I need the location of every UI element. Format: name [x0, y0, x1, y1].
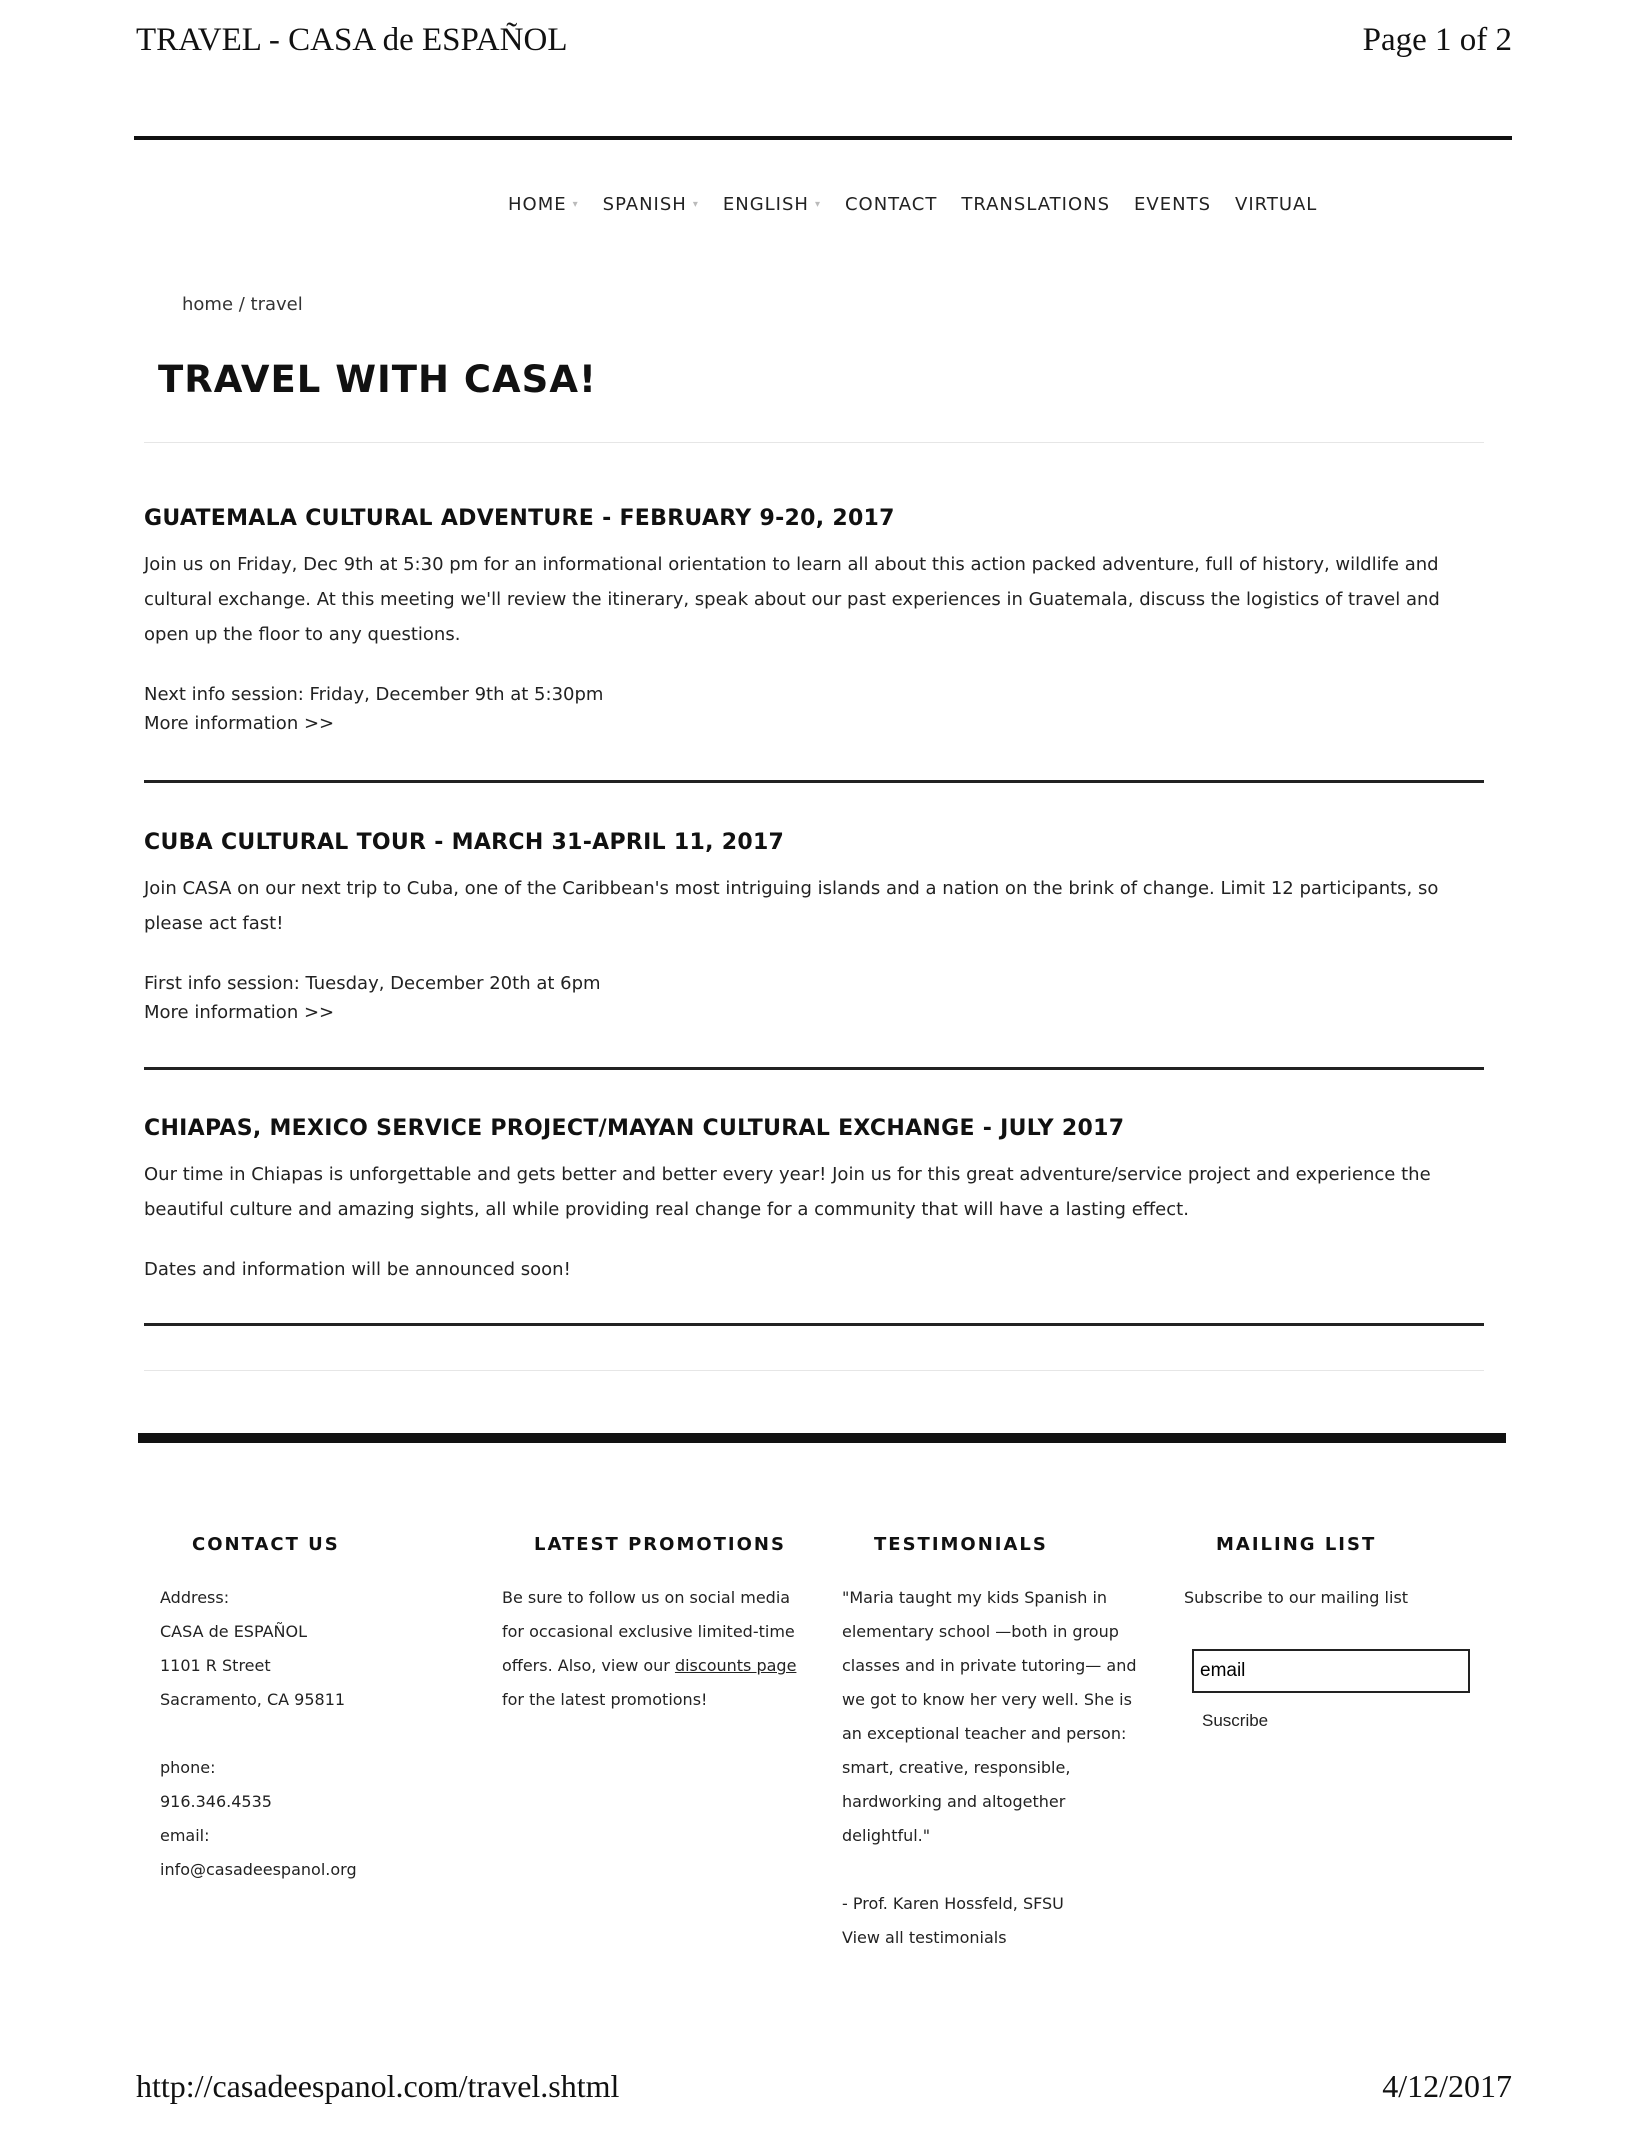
promotions-text — [502, 1581, 802, 1717]
breadcrumb[interactable]: home / travel — [182, 294, 303, 315]
print-date: 4/12/2017 — [1382, 2068, 1512, 2104]
footer-heading: TESTIMONIALS — [874, 1534, 1048, 1555]
address-line: CASA de ESPAÑOL — [160, 1622, 307, 1641]
email-address[interactable]: info@casadeespanol.org — [160, 1860, 357, 1879]
print-page-number: Page 1 of 2 — [1362, 22, 1512, 58]
trip-description: Join us on Friday, Dec 9th at 5:30 pm for an informational orientation to learn all about this action packed adventure, full of history, wildlife and cultural exchange. At this meeting we'll review the itinerary, speak about our past experiences in Guatemala, discuss the logistics of travel and open up the floor to any questions. — [144, 554, 1440, 645]
footer-testimonials — [842, 1534, 1142, 1955]
more-information-link[interactable]: More information >> — [144, 713, 335, 734]
trip-divider — [144, 780, 1484, 783]
promotions-text-after: for the latest promotions! — [502, 1690, 708, 1709]
trip-session: Dates and information will be announced soon! — [144, 1259, 571, 1280]
email-field[interactable] — [1192, 1649, 1470, 1693]
trip-description: Join CASA on our next trip to Cuba, one of the Caribbean's most intriguing islands and a nation on the brink of change. Limit 12 participants, so please act fast! — [144, 878, 1439, 934]
trip-session: Next info session: Friday, December 9th at 5:30pm — [144, 684, 604, 705]
promotions-text-before: Be sure to follow us on social media for occasional exclusive limited-time offers. Also, view our — [502, 1588, 795, 1675]
phone-label: phone: — [160, 1758, 216, 1777]
trip-title: GUATEMALA CULTURAL ADVENTURE - FEBRUARY 9-20, 2017 — [144, 506, 895, 531]
chevron-down-icon: ▾ — [572, 199, 579, 210]
subscribe-button[interactable]: Suscribe — [1202, 1711, 1269, 1730]
nav-spanish[interactable] — [603, 194, 699, 215]
trip-title: CUBA CULTURAL TOUR - MARCH 31-APRIL 11, 2017 — [144, 830, 785, 855]
nav-label: VIRTUAL — [1235, 194, 1318, 215]
mailing-text: Subscribe to our mailing list — [1184, 1588, 1409, 1607]
nav-virtual[interactable] — [1235, 194, 1317, 215]
trip-divider — [144, 1323, 1484, 1326]
title-divider — [144, 442, 1484, 443]
testimonial-author: - Prof. Karen Hossfeld, SFSU — [842, 1894, 1064, 1913]
nav-home[interactable] — [508, 194, 579, 215]
nav-english[interactable] — [723, 194, 821, 215]
email-label: email: — [160, 1826, 210, 1845]
print-url: http://casadeespanol.com/travel.shtml — [136, 2068, 620, 2104]
footer-mailing-list — [1184, 1534, 1494, 1731]
discounts-page-link[interactable]: discounts page — [674, 1656, 797, 1675]
header-divider — [134, 136, 1512, 140]
address-line: Sacramento, CA 95811 — [160, 1690, 346, 1709]
nav-events[interactable] — [1134, 194, 1211, 215]
footer-promotions — [502, 1534, 802, 1717]
main-nav — [508, 194, 1341, 215]
nav-translations[interactable] — [961, 194, 1110, 215]
phone-number: 916.346.4535 — [160, 1792, 272, 1811]
trip-description: Our time in Chiapas is unforgettable and gets better and better every year! Join us for this great adventure/service project and experience the beautiful culture and amazing sights, all while providing real change for a community that will have a lasting effect. — [144, 1164, 1431, 1220]
testimonial-quote: "Maria taught my kids Spanish in elementary school —both in group classes and in private tutoring— and we got to know her very well. She is an exceptional teacher and person: smart, creative, responsible, hardworking and altogether delightful." — [842, 1588, 1137, 1845]
content-end-divider — [144, 1370, 1484, 1371]
footer-heading: MAILING LIST — [1216, 1534, 1377, 1555]
trip-session: First info session: Tuesday, December 20th at 6pm — [144, 973, 601, 994]
chevron-down-icon: ▾ — [692, 199, 699, 210]
chevron-down-icon: ▾ — [814, 199, 821, 210]
footer-contact — [160, 1534, 480, 1887]
nav-label: SPANISH — [602, 194, 687, 215]
nav-contact[interactable] — [845, 194, 937, 215]
page-title: TRAVEL WITH CASA! — [158, 358, 597, 401]
trip-title: CHIAPAS, MEXICO SERVICE PROJECT/MAYAN CULTURAL EXCHANGE - JULY 2017 — [144, 1116, 1125, 1141]
footer-heading: CONTACT US — [192, 1534, 340, 1555]
trip-divider — [144, 1067, 1484, 1070]
address-line: 1101 R Street — [160, 1656, 271, 1675]
address-label: Address: — [160, 1588, 230, 1607]
trip-cuba — [144, 830, 1484, 1023]
footer-heading: LATEST PROMOTIONS — [534, 1534, 786, 1555]
nav-label: HOME — [508, 194, 567, 215]
nav-label: EVENTS — [1134, 194, 1211, 215]
nav-label: ENGLISH — [722, 194, 809, 215]
trip-guatemala — [144, 506, 1484, 734]
view-all-testimonials-link[interactable]: View all testimonials — [842, 1928, 1007, 1947]
more-information-link[interactable]: More information >> — [144, 1002, 335, 1023]
trip-chiapas — [144, 1116, 1484, 1280]
print-header-title: TRAVEL - CASA de ESPAÑOL — [136, 22, 568, 58]
nav-label: TRANSLATIONS — [961, 194, 1111, 215]
nav-label: CONTACT — [844, 194, 938, 215]
footer-divider — [138, 1433, 1506, 1443]
